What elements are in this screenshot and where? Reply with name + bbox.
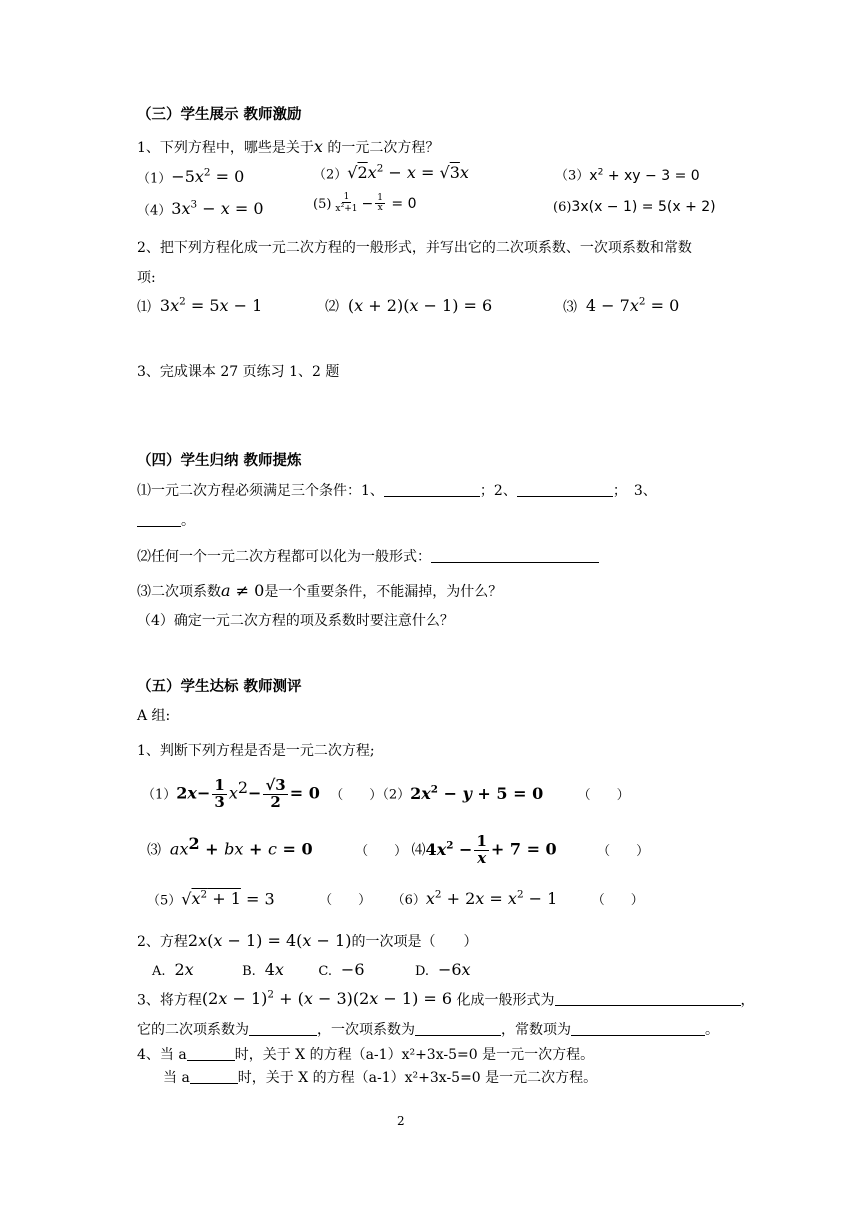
sec4-line3: ⑶二次项系数a ≠ 0是一个重要条件，不能漏掉，为什么？	[137, 581, 503, 600]
page-number: 2	[397, 1114, 405, 1128]
sec3-q2-eq1: ⑴ $3x^2 = 5x - 1$	[137, 296, 263, 316]
sec5-question3-cont: 它的二次项系数为 ，一次项系数为 ，常数项为 。	[137, 1022, 719, 1038]
sec3-q2-eq2: ⑵ (x + 2)(x − 1) = 6	[325, 296, 493, 315]
sec4-line1-cont: 。	[137, 512, 195, 530]
section4-title: （四）学生归纳 教师提炼	[137, 453, 302, 469]
sec5-question2: 2、方程2x(x − 1) = 4(x − 1)的一次项是（ ）	[137, 931, 478, 950]
sec5-question4-cont: 当 a 时，关于 X 的方程（a-1）x²+3x-5=0 是一元二次方程。	[163, 1070, 598, 1086]
sec3-question2-cont: 项:	[137, 270, 156, 286]
sec5-eq-row2: ⑶ $ax^2$ + bx + c = 0 （ ） $⑷4x^2$ − $\frac{1}{x}$ + 7 = 0 （ ）	[147, 832, 650, 868]
blank-condition-3[interactable]	[137, 512, 181, 527]
blank-general-form[interactable]	[431, 548, 599, 563]
blank-constant[interactable]	[571, 1021, 705, 1036]
sec5-q2-options: A. 2x B. 4x C. −6 D. −6x	[152, 960, 471, 979]
sec3-eq2: $(2)√2x^2 - x = √3x$	[313, 163, 469, 183]
blank-condition-2[interactable]	[517, 482, 613, 497]
sec5-eq-row1: （1）2x− $\frac{1}{3}$ $x^2-$ $\frac{√3}{2}$ = 0 （ ）$(2)2x^2 - y + 5 = 0$ （ ）	[142, 776, 630, 812]
sec4-line2: ⑵任何一个一元二次方程都可以化为一般形式：	[137, 548, 599, 566]
blank-a-linear[interactable]	[187, 1046, 235, 1061]
blank-a-quadratic[interactable]	[190, 1069, 238, 1084]
blank-quadratic-coef[interactable]	[249, 1021, 317, 1036]
sec5-question4: 4、当 a 时，关于 X 的方程（a-1）x²+3x-5=0 是一元一次方程。	[137, 1047, 595, 1063]
section5-title: （五）学生达标 教师测评	[137, 679, 302, 695]
blank-general-form-q3[interactable]	[555, 991, 741, 1006]
sec3-eq5: (5) $\frac{1}{x^2+1}$ − $\frac{1}{x}$ = 0	[313, 192, 417, 215]
option-c[interactable]: C.	[318, 964, 332, 979]
option-a[interactable]: A.	[152, 964, 166, 979]
group-label: A 组:	[137, 708, 171, 724]
sec5-question1: 1、判断下列方程是否是一元二次方程;	[137, 743, 375, 759]
option-d[interactable]: D.	[414, 964, 430, 979]
sec3-eq1: $(1)-5x^2 = 0$	[137, 167, 245, 187]
sec3-question3: 3、完成课本 27 页练习 1、2 题	[137, 364, 340, 380]
sec3-eq6: (6)3x(x − 1) = 5(x + 2)	[553, 199, 716, 215]
sec5-eq-row3: $(5)√x^2 + 1 = 3$ （ ） $(6)x^2 + 2x = x^2 - 1$ （ ）	[147, 889, 644, 909]
option-b[interactable]: B.	[242, 964, 256, 979]
blank-condition-1[interactable]	[384, 482, 480, 497]
sec3-eq3: $(3)x^2$ + xy − 3 = 0	[555, 167, 700, 184]
sec3-eq4: $(4)3x^3 - x = 0$	[137, 199, 264, 219]
sec3-question1: 1、下列方程中，哪些是关于x 的一元二次方程？	[137, 137, 440, 156]
sec3-question2: 2、把下列方程化成一元二次方程的一般形式，并写出它的二次项系数、一次项系数和常数	[137, 240, 692, 256]
section3-title: （三）学生展示 教师激励	[137, 107, 302, 123]
sec4-line4: （4）确定一元二次方程的项及系数时要注意什么？	[137, 613, 454, 629]
sec4-line1: ⑴一元二次方程必须满足三个条件：1、 ；2、 ； 3、	[137, 483, 657, 499]
blank-linear-coef[interactable]	[415, 1021, 501, 1036]
sec3-q2-eq3: ⑶ $4 - 7x^2 = 0$	[563, 296, 680, 316]
sec5-question3: 3、将方程$(2x - 1)^2 + (x - 3)(2x - 1) = 6$ 化成一般形式为 ，	[137, 989, 755, 1009]
